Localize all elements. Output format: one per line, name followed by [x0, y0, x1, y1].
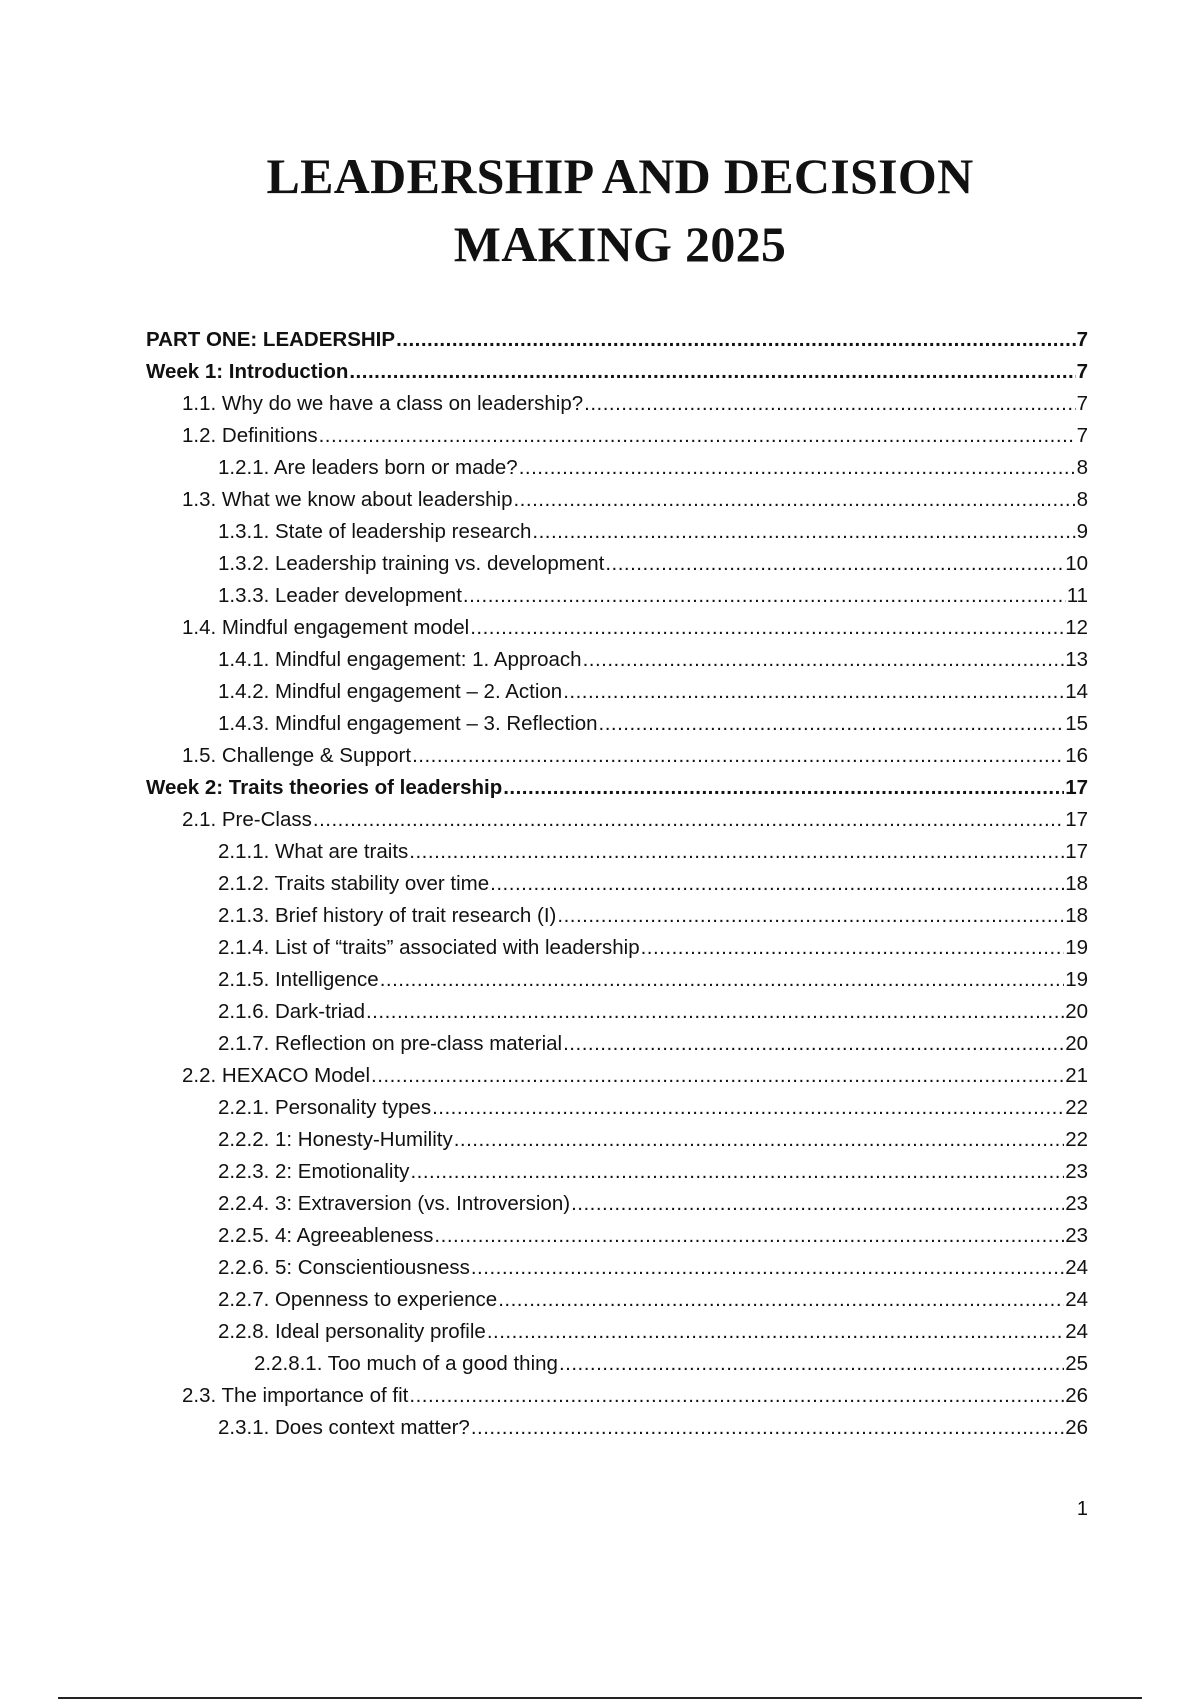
toc-entry-page-number: 7 — [1076, 328, 1088, 351]
toc-entry-page-number: 17 — [1065, 808, 1088, 831]
toc-entry-title: 2.3. The importance of fit — [182, 1384, 409, 1407]
toc-entry[interactable] — [146, 1252, 1088, 1284]
toc-dot-leader — [563, 676, 1064, 708]
toc-dot-leader — [513, 484, 1075, 516]
toc-entry-title: 2.2.6. 5: Conscientiousness — [218, 1256, 470, 1279]
toc-dot-leader — [454, 1124, 1064, 1156]
toc-dot-leader — [490, 868, 1064, 900]
toc-entry-title: 1.4.2. Mindful engagement – 2. Action — [218, 680, 563, 703]
toc-entry[interactable] — [146, 356, 1088, 388]
document-title-line-2: MAKING 2025 — [453, 216, 787, 272]
document-title-line-1: LEADERSHIP AND DECISION — [266, 148, 974, 204]
toc-entry-page-number: 15 — [1065, 712, 1088, 735]
toc-dot-leader — [559, 1348, 1064, 1380]
toc-entry[interactable] — [146, 1188, 1088, 1220]
toc-entry-page-number: 24 — [1065, 1288, 1088, 1311]
toc-dot-leader — [470, 612, 1064, 644]
toc-entry[interactable] — [146, 1092, 1088, 1124]
toc-entry[interactable] — [146, 1220, 1088, 1252]
toc-entry-page-number: 7 — [1076, 424, 1088, 447]
footer-divider — [58, 1697, 1142, 1699]
toc-entry[interactable] — [146, 580, 1088, 612]
toc-entry-page-number: 7 — [1076, 392, 1088, 415]
toc-entry[interactable] — [146, 868, 1088, 900]
toc-dot-leader — [584, 388, 1075, 420]
toc-entry-title: 2.1.4. List of “traits” associated with leadership — [218, 936, 640, 959]
toc-dot-leader — [432, 1092, 1064, 1124]
toc-entry[interactable] — [146, 1028, 1088, 1060]
toc-entry-page-number: 18 — [1065, 904, 1088, 927]
toc-entry-page-number: 13 — [1065, 648, 1088, 671]
toc-entry-page-number: 10 — [1065, 552, 1088, 575]
toc-entry-title: 2.1.7. Reflection on pre-class material — [218, 1032, 563, 1055]
toc-dot-leader — [313, 804, 1064, 836]
toc-entry[interactable] — [146, 740, 1088, 772]
toc-entry-title: 2.2.8. Ideal personality profile — [218, 1320, 486, 1343]
toc-entry-title: 2.1.3. Brief history of trait research (I) — [218, 904, 557, 927]
toc-entry[interactable] — [146, 324, 1088, 356]
toc-entry-page-number: 14 — [1065, 680, 1088, 703]
toc-entry-title: 2.1.5. Intelligence — [218, 968, 379, 991]
toc-dot-leader — [599, 708, 1065, 740]
toc-dot-leader — [471, 1412, 1064, 1444]
toc-entry-title: 2.1.2. Traits stability over time — [218, 872, 490, 895]
toc-entry-title: 1.2.1. Are leaders born or made? — [218, 456, 518, 479]
toc-dot-leader — [396, 324, 1076, 356]
toc-dot-leader — [498, 1284, 1064, 1316]
toc-entry-title: 1.5. Challenge & Support — [182, 744, 412, 767]
page-number: 1 — [1076, 1498, 1088, 1520]
toc-entry[interactable] — [146, 1412, 1088, 1444]
toc-entry-page-number: 9 — [1076, 520, 1088, 543]
toc-entry[interactable] — [146, 1284, 1088, 1316]
toc-entry[interactable] — [146, 1060, 1088, 1092]
toc-dot-leader — [319, 420, 1076, 452]
toc-entry-title: PART ONE: LEADERSHIP — [146, 328, 396, 351]
toc-entry-page-number: 20 — [1065, 1032, 1088, 1055]
toc-entry-page-number: 26 — [1065, 1416, 1088, 1439]
toc-entry-title: 1.3.1. State of leadership research — [218, 520, 532, 543]
toc-entry[interactable] — [146, 388, 1088, 420]
toc-entry-title: 1.2. Definitions — [182, 424, 318, 447]
toc-dot-leader — [409, 836, 1064, 868]
toc-entry-title: 2.2. HEXACO Model — [182, 1064, 370, 1087]
toc-entry-page-number: 19 — [1065, 936, 1088, 959]
toc-entry-page-number: 18 — [1065, 872, 1088, 895]
toc-dot-leader — [563, 1028, 1064, 1060]
toc-entry[interactable] — [146, 548, 1088, 580]
toc-entry-page-number: 24 — [1065, 1320, 1088, 1343]
toc-entry-title: 2.1. Pre-Class — [182, 808, 312, 831]
toc-entry-title: 2.1.6. Dark-triad — [218, 1000, 365, 1023]
toc-entry-title: 1.4.1. Mindful engagement: 1. Approach — [218, 648, 582, 671]
toc-entry[interactable] — [146, 964, 1088, 996]
toc-entry[interactable] — [146, 1316, 1088, 1348]
toc-entry[interactable] — [146, 484, 1088, 516]
toc-entry-title: Week 2: Traits theories of leadership — [146, 776, 503, 799]
toc-dot-leader — [471, 1252, 1064, 1284]
toc-entry-page-number: 16 — [1065, 744, 1088, 767]
toc-entry-page-number: 26 — [1065, 1384, 1088, 1407]
toc-dot-leader — [366, 996, 1064, 1028]
toc-entry-page-number: 12 — [1065, 616, 1088, 639]
toc-entry-title: Week 1: Introduction — [146, 360, 349, 383]
toc-entry[interactable] — [146, 1124, 1088, 1156]
toc-dot-leader — [641, 932, 1065, 964]
toc-entry[interactable] — [146, 1380, 1088, 1412]
toc-entry-page-number: 25 — [1065, 1352, 1088, 1375]
toc-entry-page-number: 24 — [1065, 1256, 1088, 1279]
table-of-contents — [146, 324, 1088, 1444]
toc-dot-leader — [434, 1220, 1064, 1252]
toc-entry[interactable] — [146, 676, 1088, 708]
toc-dot-leader — [605, 548, 1064, 580]
toc-dot-leader — [409, 1380, 1064, 1412]
toc-entry[interactable] — [146, 804, 1088, 836]
toc-entry[interactable] — [146, 1348, 1088, 1380]
toc-entry-page-number: 23 — [1065, 1160, 1088, 1183]
toc-dot-leader — [463, 580, 1066, 612]
toc-entry[interactable] — [146, 932, 1088, 964]
toc-entry[interactable] — [146, 996, 1088, 1028]
toc-entry-title: 2.2.7. Openness to experience — [218, 1288, 498, 1311]
toc-entry-page-number: 21 — [1065, 1064, 1088, 1087]
toc-entry-title: 1.4.3. Mindful engagement – 3. Reflection — [218, 712, 598, 735]
toc-dot-leader — [503, 772, 1064, 804]
toc-entry-page-number: 17 — [1065, 776, 1088, 799]
toc-entry-page-number: 7 — [1076, 360, 1088, 383]
toc-entry-page-number: 17 — [1065, 840, 1088, 863]
toc-dot-leader — [349, 356, 1075, 388]
toc-entry-title: 2.2.1. Personality types — [218, 1096, 432, 1119]
toc-entry[interactable] — [146, 452, 1088, 484]
toc-entry-title: 2.2.5. 4: Agreeableness — [218, 1224, 434, 1247]
toc-entry-page-number: 23 — [1065, 1224, 1088, 1247]
toc-entry-page-number: 23 — [1065, 1192, 1088, 1215]
toc-entry[interactable] — [146, 836, 1088, 868]
toc-entry-title: 2.2.4. 3: Extraversion (vs. Introversion) — [218, 1192, 571, 1215]
toc-entry-title: 2.1.1. What are traits — [218, 840, 409, 863]
toc-dot-leader — [412, 740, 1064, 772]
toc-entry[interactable] — [146, 420, 1088, 452]
toc-entry[interactable] — [146, 772, 1088, 804]
toc-dot-leader — [519, 452, 1076, 484]
toc-dot-leader — [557, 900, 1064, 932]
toc-dot-leader — [583, 644, 1065, 676]
toc-entry-page-number: 20 — [1065, 1000, 1088, 1023]
toc-entry-page-number: 8 — [1076, 456, 1088, 479]
toc-entry-title: 1.3. What we know about leadership — [182, 488, 513, 511]
toc-dot-leader — [532, 516, 1075, 548]
document-title — [0, 142, 1200, 278]
toc-entry[interactable] — [146, 516, 1088, 548]
toc-entry[interactable] — [146, 1156, 1088, 1188]
toc-entry[interactable] — [146, 900, 1088, 932]
toc-entry-title: 2.2.2. 1: Honesty-Humility — [218, 1128, 453, 1151]
toc-dot-leader — [371, 1060, 1064, 1092]
toc-entry[interactable] — [146, 644, 1088, 676]
toc-entry[interactable] — [146, 612, 1088, 644]
toc-entry-page-number: 22 — [1065, 1096, 1088, 1119]
toc-entry-title: 2.3.1. Does context matter? — [218, 1416, 470, 1439]
toc-dot-leader — [487, 1316, 1064, 1348]
toc-entry-title: 1.4. Mindful engagement model — [182, 616, 470, 639]
toc-entry-title: 1.3.2. Leadership training vs. development — [218, 552, 605, 575]
toc-entry-page-number: 22 — [1065, 1128, 1088, 1151]
toc-entry-page-number: 8 — [1076, 488, 1088, 511]
toc-dot-leader — [380, 964, 1064, 996]
toc-entry-page-number: 11 — [1066, 584, 1088, 607]
toc-entry-title: 1.3.3. Leader development — [218, 584, 462, 607]
toc-entry-title: 2.2.3. 2: Emotionality — [218, 1160, 410, 1183]
toc-dot-leader — [571, 1188, 1064, 1220]
toc-entry-title: 1.1. Why do we have a class on leadership? — [182, 392, 584, 415]
toc-entry-page-number: 19 — [1065, 968, 1088, 991]
toc-entry-title: 2.2.8.1. Too much of a good thing — [254, 1352, 558, 1375]
toc-dot-leader — [410, 1156, 1064, 1188]
toc-entry[interactable] — [146, 708, 1088, 740]
